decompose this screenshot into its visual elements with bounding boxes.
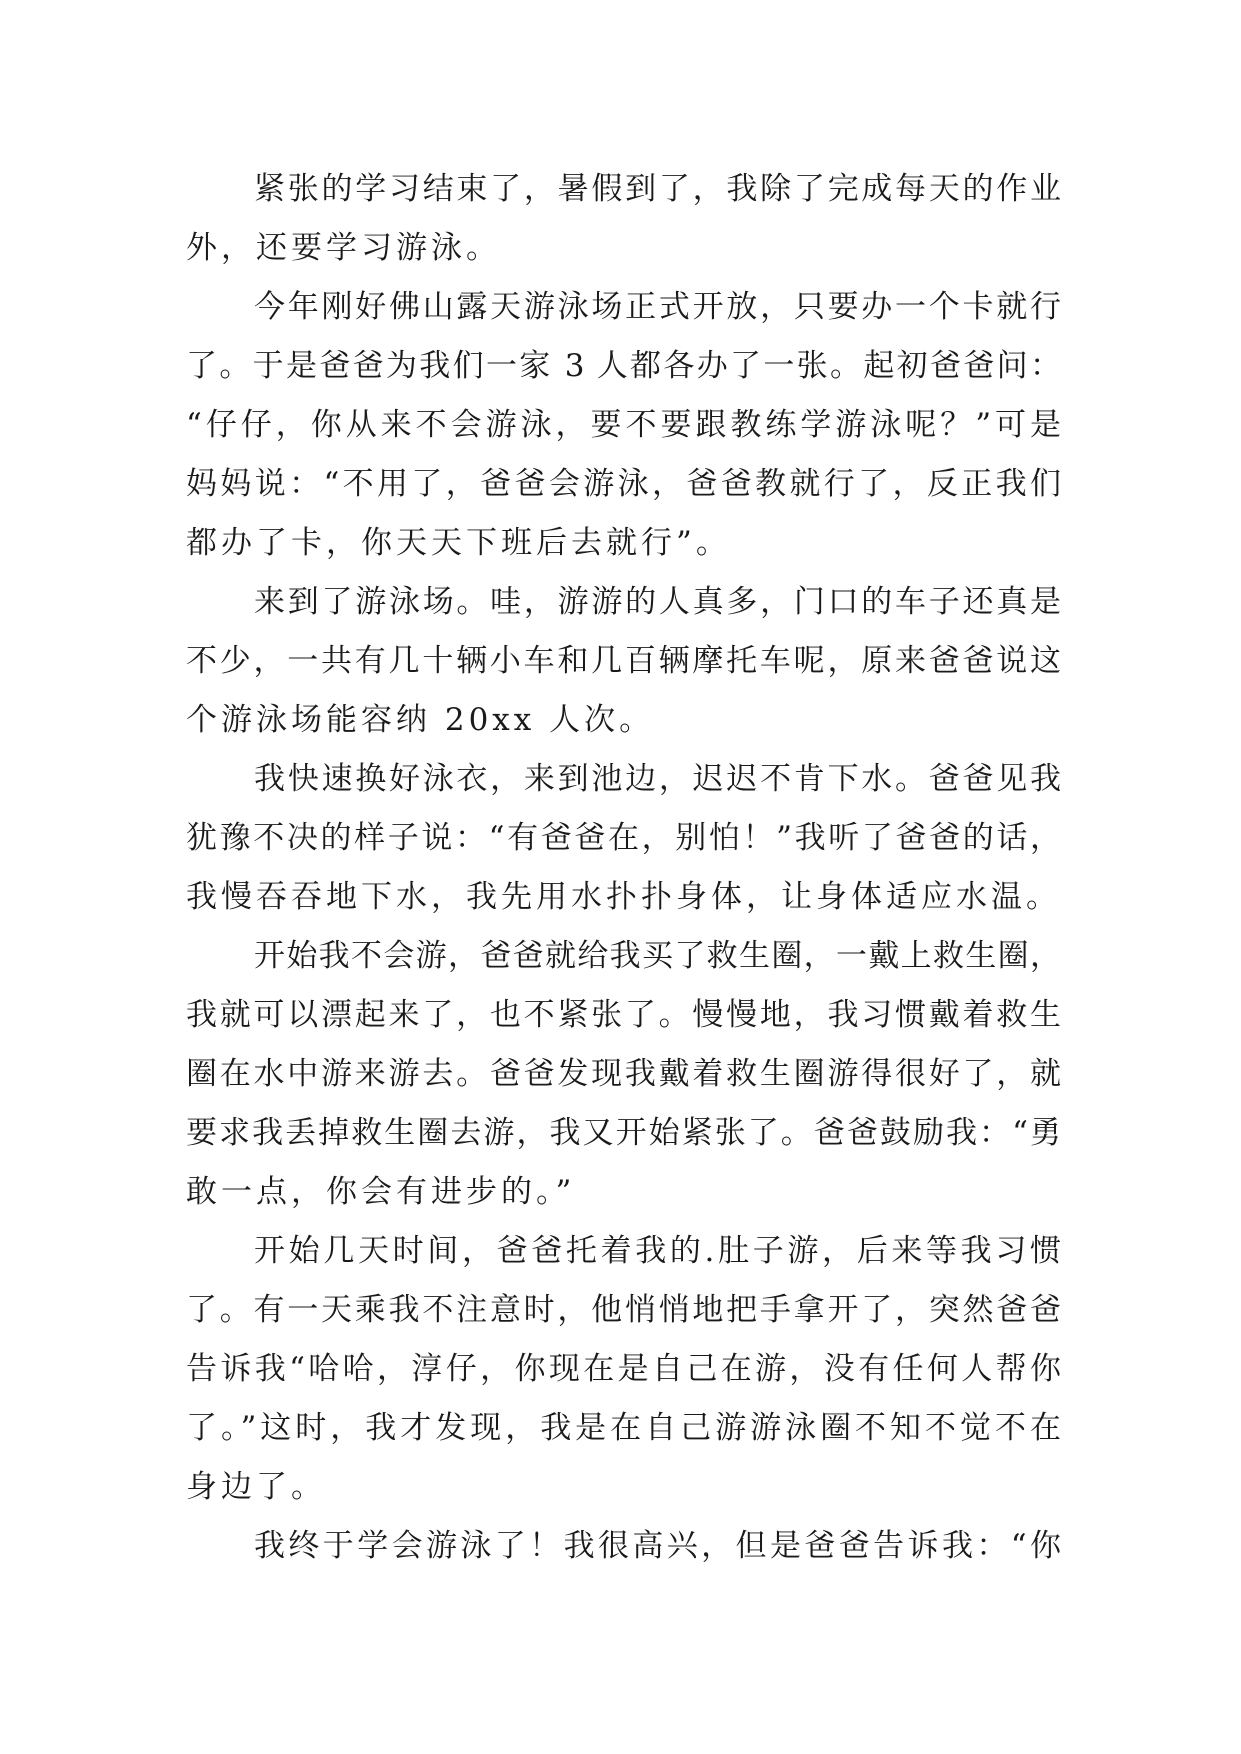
text-line: 今年刚好佛山露天游泳场正式开放，只要办一个卡就行 <box>254 289 1061 325</box>
text-line: 开始几天时间，爸爸托着我的.肚子游，后来等我习惯 <box>254 1233 1061 1269</box>
paragraph <box>186 278 1061 573</box>
text-line: 了。于是爸爸为我们一家 3 人都各办了一张。起初爸爸问： <box>186 348 1061 384</box>
paragraph <box>186 573 1061 750</box>
text-line: 告诉我“哈哈，淳仔，你现在是自己在游，没有任何人帮你 <box>186 1351 1061 1387</box>
text-line: 圈在水中游来游去。爸爸发现我戴着救生圈游得很好了，就 <box>186 1056 1061 1092</box>
text-line: 我慢吞吞地下水，我先用水扑扑身体，让身体适应水温。 <box>186 879 1061 915</box>
text-line: 了。”这时，我才发现，我是在自己游游泳圈不知不觉不在 <box>186 1410 1061 1446</box>
text-line: 妈妈说：“不用了，爸爸会游泳，爸爸教就行了，反正我们 <box>186 466 1061 502</box>
paragraph <box>186 1222 1061 1517</box>
text-line: 我就可以漂起来了，也不紧张了。慢慢地，我习惯戴着救生 <box>186 997 1061 1033</box>
text-line: “仔仔，你从来不会游泳，要不要跟教练学游泳呢？”可是 <box>186 407 1061 443</box>
text-line: 要求我丢掉救生圈去游，我又开始紧张了。爸爸鼓励我：“勇 <box>186 1115 1061 1151</box>
text-line: 犹豫不决的样子说：“有爸爸在，别怕！”我听了爸爸的话， <box>186 820 1061 856</box>
text-line: 外，还要学习游泳。 <box>186 230 501 266</box>
text-line: 紧张的学习结束了，暑假到了，我除了完成每天的作业 <box>254 171 1061 207</box>
paragraph <box>186 1517 1061 1576</box>
text-line: 我终于学会游泳了！我很高兴，但是爸爸告诉我：“你 <box>254 1528 1061 1564</box>
text-line: 个游泳场能容纳 20xx 人次。 <box>186 702 655 738</box>
text-line: 了。有一天乘我不注意时，他悄悄地把手拿开了，突然爸爸 <box>186 1292 1061 1328</box>
body-text <box>186 160 1061 1576</box>
text-line: 敢一点，你会有进步的。” <box>186 1174 576 1210</box>
paragraph <box>186 160 1061 278</box>
text-line: 来到了游泳场。哇，游游的人真多，门口的车子还真是 <box>254 584 1061 620</box>
text-line: 我快速换好泳衣，来到池边，迟迟不肯下水。爸爸见我 <box>254 761 1061 797</box>
paragraph <box>186 927 1061 1222</box>
text-line: 身边了。 <box>186 1469 326 1505</box>
paragraph <box>186 750 1061 927</box>
text-line: 都办了卡，你天天下班后去就行”。 <box>186 525 731 561</box>
text-line: 不少，一共有几十辆小车和几百辆摩托车呢，原来爸爸说这 <box>186 643 1061 679</box>
text-line: 开始我不会游，爸爸就给我买了救生圈，一戴上救生圈， <box>254 938 1061 974</box>
